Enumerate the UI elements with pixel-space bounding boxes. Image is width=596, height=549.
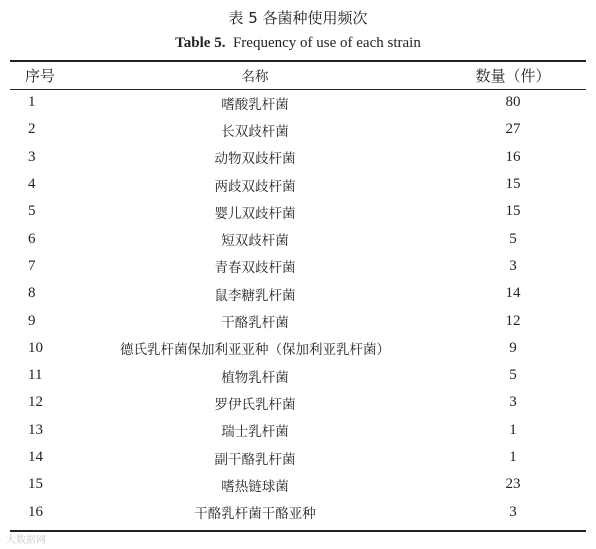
row-count: 16 [505, 148, 521, 165]
table-row [10, 307, 586, 334]
table-row [10, 335, 586, 362]
row-name: 长双歧杆菌 [221, 123, 289, 140]
table-label: Table 5. [175, 35, 226, 51]
table-row [10, 280, 586, 307]
row-index: 1 [28, 94, 36, 111]
row-count: 1 [509, 449, 517, 465]
table-row [10, 389, 586, 416]
header-row [10, 61, 586, 89]
row-name: 瑞士乳杆菌 [221, 424, 289, 441]
row-name: 干酪乳杆菌干酪亚种 [194, 506, 316, 523]
row-name: 德氏乳杆菌保加利亚亚种（保加利亚乳杆菌） [120, 342, 390, 359]
row-count: 3 [509, 394, 517, 411]
row-name: 嗜酸乳杆菌 [221, 96, 289, 113]
row-count: 12 [505, 312, 521, 329]
table-row [10, 225, 586, 252]
header-index: 序号 [24, 66, 55, 85]
table-row [10, 116, 586, 143]
row-index: 15 [28, 476, 43, 493]
table-row [10, 89, 586, 116]
row-index: 13 [28, 421, 43, 438]
header-name: 名称 [241, 69, 269, 85]
table-row [10, 144, 586, 171]
row-count: 5 [509, 367, 517, 384]
row-name: 动物双歧杆菌 [214, 151, 296, 168]
row-name: 副干酪乳杆菌 [214, 451, 296, 468]
row-name: 植物乳杆菌 [221, 369, 289, 386]
strain-frequency-table [10, 61, 586, 526]
row-count: 23 [505, 476, 521, 493]
watermark: 大数据网 [6, 535, 46, 546]
row-index: 3 [28, 148, 36, 165]
row-name: 干酪乳杆菌 [221, 315, 289, 332]
row-index: 11 [28, 367, 43, 384]
row-index: 5 [28, 203, 36, 220]
row-count: 15 [505, 203, 521, 220]
table-row [10, 362, 586, 389]
table-caption: Frequency of use of each strain [232, 35, 421, 51]
row-index: 9 [28, 312, 36, 329]
header-count: 数量（件） [475, 68, 551, 85]
row-name: 两歧双歧杆菌 [214, 178, 296, 195]
row-index: 7 [28, 257, 36, 274]
table-row [10, 444, 586, 471]
row-name: 嗜热链球菌 [221, 478, 289, 495]
row-count: 15 [505, 176, 521, 193]
table-row [10, 198, 586, 225]
row-index: 6 [28, 230, 36, 247]
row-index: 2 [28, 121, 36, 138]
row-name: 鼠李糖乳杆菌 [214, 287, 296, 304]
row-name: 短双歧杆菌 [221, 233, 289, 250]
row-index: 12 [28, 394, 43, 411]
row-index: 8 [28, 285, 36, 302]
row-index: 10 [28, 339, 43, 356]
row-count: 27 [505, 121, 521, 138]
row-count: 5 [509, 230, 517, 247]
table-row [10, 417, 586, 444]
row-count: 9 [509, 339, 517, 356]
row-count: 80 [505, 94, 521, 111]
table-row [10, 498, 586, 525]
table-row [10, 253, 586, 280]
table-row [10, 471, 586, 498]
bottom-rule [10, 530, 586, 532]
row-count: 3 [509, 257, 517, 274]
row-index: 4 [28, 176, 36, 193]
row-count: 1 [509, 421, 517, 438]
row-name: 罗伊氏乳杆菌 [214, 396, 296, 413]
row-name: 婴儿双歧杆菌 [214, 205, 296, 222]
table-row [10, 171, 586, 198]
row-name: 青春双歧杆菌 [214, 260, 296, 277]
table-title-english [0, 35, 596, 52]
row-index: 16 [28, 503, 43, 520]
row-count: 14 [505, 285, 521, 302]
table-title-chinese: 表 5 各菌种使用频次 [228, 9, 368, 27]
row-index: 14 [28, 449, 43, 465]
row-count: 3 [509, 503, 517, 520]
